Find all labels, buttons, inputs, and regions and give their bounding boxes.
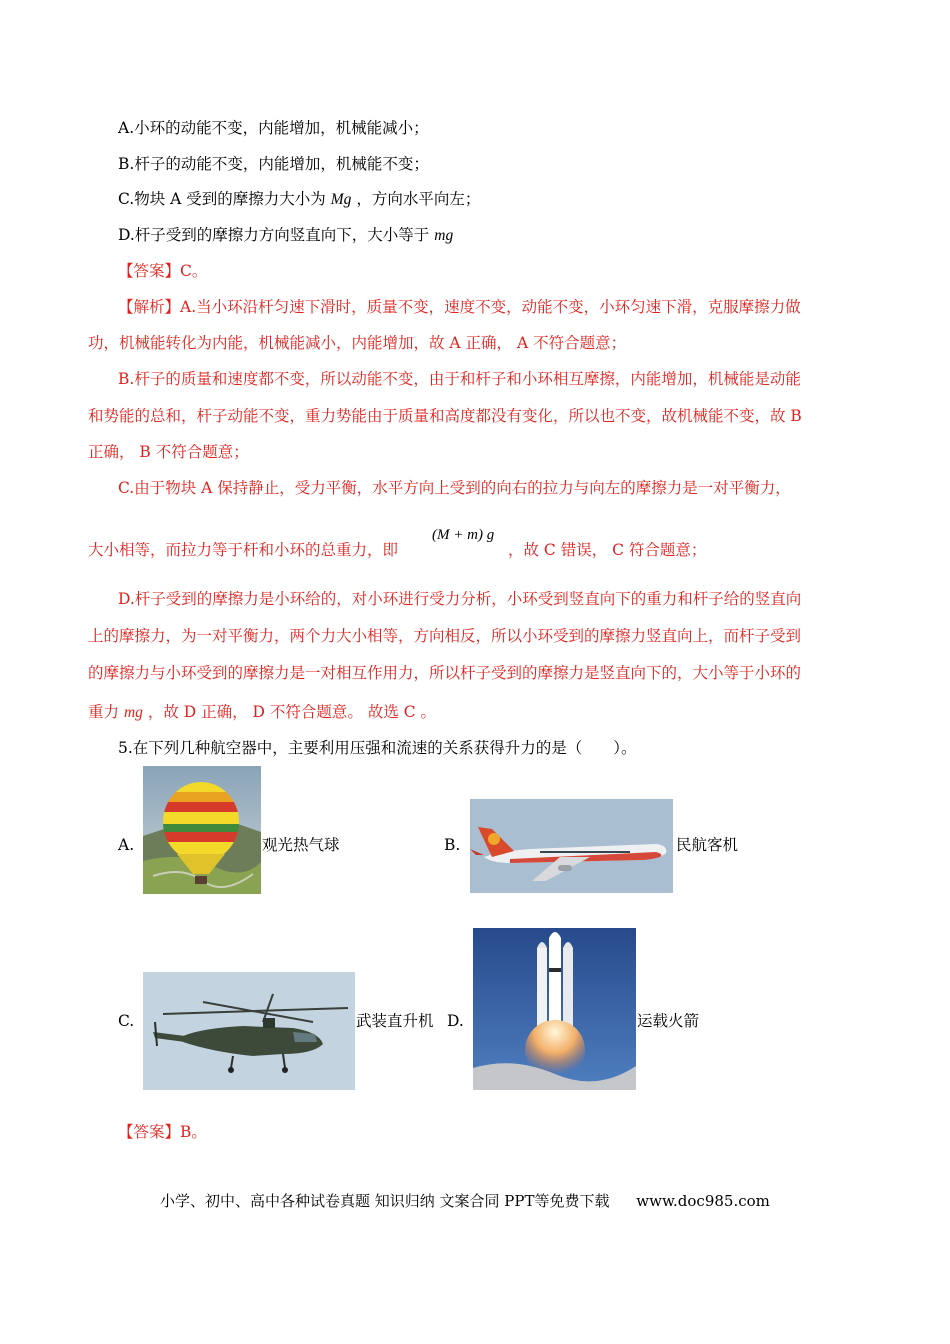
answer-q4: 【答案】C。 xyxy=(118,262,208,280)
analysis-line-10: 的摩擦力与小环受到的摩擦力是一对相互作用力，所以杆子受到的摩擦力是竖直向下的，大小等于小环的 xyxy=(88,664,802,682)
footer-text: 小学、初中、高中各种试卷真题 知识归纳 文案合同 PPT等免费下载 xyxy=(160,1192,610,1210)
choice-d-letter: D. xyxy=(447,1012,464,1030)
option-d xyxy=(118,225,453,246)
analysis-line-1: 【解析】A.当小环沿杆匀速下滑时，质量不变，速度不变，动能不变，小环匀速下滑，克服摩擦力做 xyxy=(118,298,801,316)
choice-b-letter: B. xyxy=(444,836,461,854)
choice-c-letter: C. xyxy=(118,1012,135,1030)
rocket-image xyxy=(473,928,636,1090)
analysis-line-8: D.杆子受到的摩擦力是小环给的，对小环进行受力分析，小环受到竖直向下的重力和杆子给的竖直向 xyxy=(118,590,802,608)
analysis-line-2: 功，机械能转化为内能，机械能减小，内能增加，故 A 正确， A 不符合题意； xyxy=(88,334,627,352)
answer-q5: 【答案】B。 xyxy=(118,1123,207,1141)
analysis-line-9: 上的摩擦力，为一对平衡力，两个力大小相等，方向相反，所以小环受到的摩擦力竖直向上，而杆子受到 xyxy=(88,627,802,645)
choice-c-text: 武装直升机 xyxy=(356,1012,434,1030)
analysis-line-6: C.由于物块 A 保持静止，受力平衡，水平方向上受到的向右的拉力与向左的摩擦力是一对平衡力， xyxy=(118,479,791,497)
analysis-line-11-text: 重力 xyxy=(88,703,120,721)
option-c-tail: ，方向水平向左； xyxy=(356,190,481,208)
analysis-line-4: 和势能的总和，杆子动能不变，重力势能由于质量和高度都没有变化，所以也不变，故机械能不变，故 B xyxy=(88,407,802,425)
analysis-line-11 xyxy=(88,702,436,723)
analysis-line-7-tail: ，故 C 错误， C 符合题意； xyxy=(508,541,707,559)
analysis-symbol-mg: mg xyxy=(123,704,143,721)
footer-url[interactable]: www.doc985.com xyxy=(636,1192,770,1210)
option-c xyxy=(118,189,480,210)
analysis-line-11-tail: ，故 D 正确， D 不符合题意。 故选 C 。 xyxy=(147,703,437,721)
option-a: A.小环的动能不变，内能增加，机械能减小； xyxy=(118,119,429,137)
analysis-line-7-text: 大小相等，而拉力等于杆和小环的总重力，即 xyxy=(88,541,399,559)
choice-a-letter: A. xyxy=(118,836,135,854)
question-5: 5.在下列几种航空器中，主要利用压强和流速的关系获得升力的是（ ）。 xyxy=(118,739,637,757)
formula-total-weight: (M + m) g xyxy=(432,527,495,543)
analysis-line-3: B.杆子的质量和速度都不变，所以动能不变，由于和杆子和小环相互摩擦，内能增加，机械能是动能 xyxy=(118,370,801,388)
airliner-image xyxy=(470,799,673,893)
choice-d-text: 运载火箭 xyxy=(637,1012,700,1030)
option-d-symbol: mg xyxy=(434,227,454,244)
hot-air-balloon-image xyxy=(143,766,261,894)
option-d-text: D.杆子受到的摩擦力方向竖直向下，大小等于 xyxy=(118,226,430,244)
choice-a-text: 观光热气球 xyxy=(262,836,340,854)
page-footer xyxy=(160,1190,770,1211)
helicopter-image xyxy=(143,972,355,1090)
analysis-line-5: 正确， B 不符合题意； xyxy=(88,443,249,461)
option-c-text: C.物块 A 受到的摩擦力大小为 xyxy=(118,190,326,208)
choice-b-text: 民航客机 xyxy=(676,836,739,854)
option-c-symbol: Mg xyxy=(330,191,352,208)
option-b: B.杆子的动能不变，内能增加，机械能不变； xyxy=(118,155,429,173)
analysis-line-7 xyxy=(88,540,398,560)
